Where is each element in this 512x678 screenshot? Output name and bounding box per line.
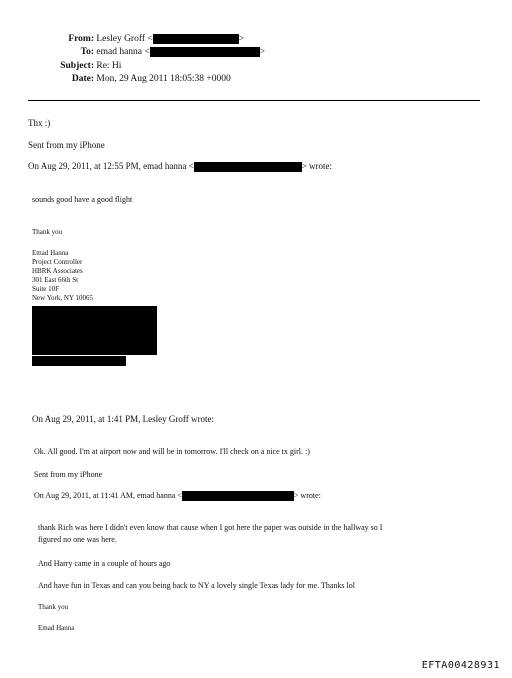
message-2: Ok. All good. I'm at airport now and will be in tomorrow. I'll check on a nice tx girl. :) [34,447,310,456]
message-1: sounds good have a good flight [32,195,133,204]
quote-header-2: On Aug 29, 2011, at 1:41 PM, Lesley Groff wrote: [32,414,214,424]
subject-row [44,61,121,71]
date-value: Mon, 29 Aug 2011 18:05:38 +0000 [96,74,231,84]
signature-line: 301 East 66th St [32,276,79,284]
quote-header-3-suffix: > wrote: [293,491,321,500]
redaction-block [182,491,294,501]
quote-header-1-suffix: > wrote: [301,161,333,171]
document-id: EFTA00428931 [421,660,500,671]
message-3-line-2: figured no one was here. [38,535,117,544]
sent-from-iphone: Sent from my iPhone [28,140,105,150]
redaction-block [194,162,302,172]
sent-from-iphone-2: Sent from my iPhone [34,470,103,479]
message-4: And Harry came in a couple of hours ago [38,559,171,568]
header-divider [28,100,480,101]
message-5: And have fun in Texas and can you being back to NY a lovely single Texas lady for me. Thanks lol [38,581,355,590]
signature-line: Suite 10F [32,285,60,293]
signature-line: Emad Hanna [32,249,69,257]
subject-value: Re: Hi [96,61,122,71]
quote-header-3 [34,491,321,501]
signature-line: Project Controller [32,258,83,266]
quote-header-1-prefix: On Aug 29, 2011, at 12:55 PM, emad hanna < [28,161,194,171]
to-value: emad hanna < [96,47,150,58]
date-label: Date: [71,74,94,84]
signature-line: New York, NY 10065 [32,294,93,302]
from-label: From: [68,34,94,45]
from-close: > [238,34,245,45]
quote-header-3-prefix: On Aug 29, 2011, at 11:41 AM, emad hanna < [34,491,182,500]
subject-label: Subject: [60,61,94,71]
redaction-block [150,47,260,57]
from-row [44,34,244,44]
signature-line: HBRK Associates [32,267,83,275]
redaction-block [32,356,126,366]
message-3-line-1: thank Rich was here I didn't even know that cause when I got here the paper was outside in the hallway so I [38,523,383,532]
redaction-block [32,306,157,355]
to-row [44,47,265,57]
closing-name: Emad Hanna [38,624,75,632]
redaction-block [153,34,239,44]
to-close: > [259,47,266,58]
thank-you-1: Thank you [32,228,63,236]
to-label: To: [80,47,94,58]
quote-header-1 [28,161,332,172]
from-value: Lesley Groff < [96,34,153,45]
thank-you-2: Thank you [38,603,69,611]
reply-text: Thx :) [28,118,51,128]
signature-block [32,249,93,303]
date-row [44,74,231,84]
